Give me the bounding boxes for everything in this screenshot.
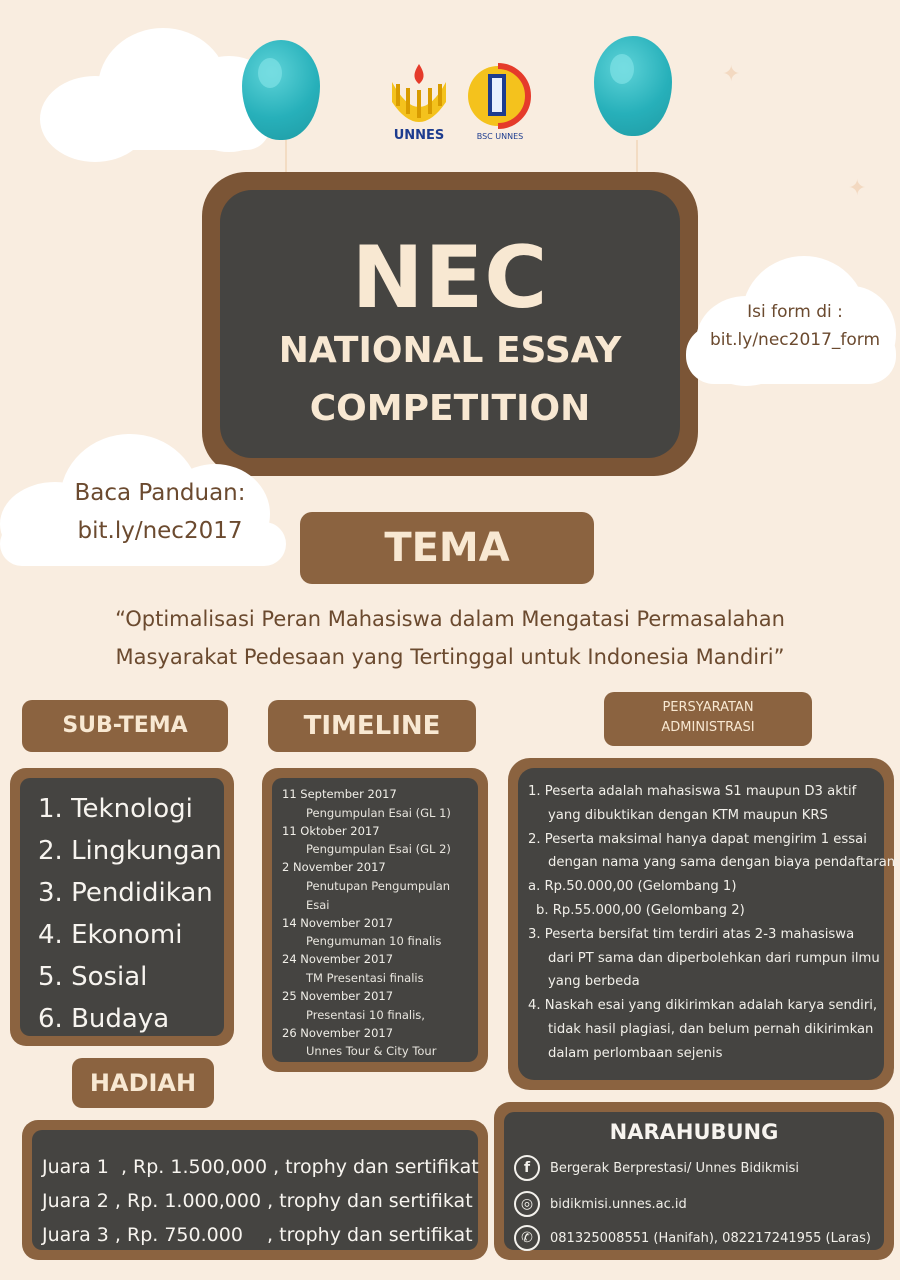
- subtema-heading: SUB-TEMA: [22, 700, 228, 752]
- requirement-line: dengan nama yang sama dengan biaya pendaftaran:: [548, 855, 900, 871]
- whatsapp-icon: ✆: [514, 1225, 540, 1251]
- balloon-right: [594, 36, 672, 136]
- requirement-line: 3. Peserta bersifat tim terdiri atas 2-3 mahasiswa: [528, 926, 855, 942]
- contact-heading: NARAHUBUNG: [609, 1120, 779, 1144]
- facebook-text: Bergerak Berprestasi/ Unnes Bidikmisi: [550, 1160, 800, 1176]
- contact-facebook[interactable]: [514, 1154, 799, 1182]
- timeline-event: Pengumuman 10 finalis: [306, 934, 442, 949]
- facebook-icon: f: [514, 1155, 540, 1181]
- requirement-line: 4. Naskah esai yang dikirimkan adalah karya sendiri,: [528, 998, 878, 1014]
- browser-icon: ◎: [514, 1191, 540, 1217]
- prize-item: Juara 1 , Rp. 1.500,000 , trophy dan sertifikat: [42, 1156, 479, 1178]
- unnes-logo: [384, 62, 454, 146]
- form-cloud-label: Isi form di :: [747, 302, 843, 322]
- prize-list: [42, 1150, 479, 1252]
- timeline-event: Presentasi 10 finalis,: [306, 1007, 425, 1022]
- requirement-line: yang dibuktikan dengan KTM maupun KRS: [548, 807, 828, 823]
- theme-heading: TEMA: [300, 512, 594, 584]
- timeline-date: 14 November 2017: [282, 915, 394, 930]
- requirement-line: dari PT sama dan diperbolehkan dari rumpun ilmu: [548, 950, 880, 966]
- list-item: 3. Pendidikan: [38, 878, 213, 908]
- subtema-panel: [10, 768, 234, 1046]
- requirements-heading: [604, 692, 812, 746]
- phone-text: 081325008551 (Hanifah), 082217241955 (Laras): [550, 1230, 871, 1246]
- contact-phone[interactable]: [514, 1224, 871, 1252]
- star-decoration: ✦: [722, 62, 741, 87]
- list-item: 1. Teknologi: [38, 794, 193, 824]
- timeline-event: Unnes Tour & City Tour: [306, 1044, 437, 1059]
- list-item: 2. Lingkungan: [38, 836, 222, 866]
- timeline-event: Pengumpulan Esai (GL 1): [306, 805, 451, 820]
- timeline-date: 2 November 2017: [282, 860, 386, 875]
- requirement-line: b. Rp.55.000,00 (Gelombang 2): [536, 902, 745, 918]
- timeline-date: 11 September 2017: [282, 787, 397, 801]
- board-surface: [220, 190, 680, 458]
- timeline-date: 24 November 2017: [282, 952, 394, 967]
- timeline-heading: TIMELINE: [268, 700, 476, 752]
- prizes-heading: HADIAH: [72, 1058, 214, 1108]
- timeline-event: Pengumpulan Esai (GL 2): [306, 842, 451, 857]
- timeline-list: [282, 786, 482, 1061]
- timeline-date: 25 November 2017: [282, 988, 394, 1003]
- bsc-unnes-logo: [458, 62, 542, 146]
- timeline-event: TM Presentasi finalis: [306, 970, 424, 985]
- list-item: 5. Sosial: [38, 962, 148, 992]
- form-link[interactable]: bit.ly/nec2017_form: [709, 330, 881, 350]
- timeline-panel: [262, 768, 488, 1072]
- prize-item: Juara 2 , Rp. 1.000,000 , trophy dan sertifikat: [42, 1190, 473, 1212]
- timeline-event: Esai: [306, 897, 330, 912]
- requirements-heading-line2: ADMINISTRASI: [661, 720, 755, 735]
- subtema-list: [38, 788, 222, 1040]
- board-title-line1: NATIONAL ESSAY: [278, 330, 622, 371]
- requirement-line: 2. Peserta maksimal hanya dapat mengirim 1 essai: [528, 831, 867, 847]
- star-decoration: ✦: [848, 176, 867, 201]
- requirements-list: [528, 780, 900, 1066]
- contact-panel: [494, 1102, 894, 1260]
- prize-item: Juara 3 , Rp. 750.000 , trophy dan sertifikat: [42, 1224, 473, 1246]
- guide-cloud-label: Baca Panduan:: [74, 480, 246, 506]
- timeline-date: 26 November 2017: [282, 1025, 394, 1040]
- bsc-label: BSC UNNES: [476, 132, 524, 141]
- requirements-panel: [508, 758, 900, 1090]
- requirements-heading-line1: PERSYARATAN: [662, 700, 754, 715]
- guide-link[interactable]: bit.ly/nec2017: [77, 518, 243, 544]
- theme-quote-line2: Masyarakat Pedesaan yang Tertinggal untuk Indonesia Mandiri”: [115, 645, 785, 669]
- board-acronym: NEC: [351, 228, 549, 328]
- unnes-label: UNNES: [393, 128, 445, 143]
- timeline-event: Penutupan Pengumpulan: [306, 878, 451, 893]
- website-text: bidikmisi.unnes.ac.id: [550, 1196, 687, 1212]
- board-title-line2: COMPETITION: [309, 388, 591, 429]
- balloon-left: [242, 40, 320, 140]
- requirement-line: tidak hasil plagiasi, dan belum pernah dikirimkan: [548, 1021, 874, 1037]
- requirement-line: dalam perlombaan sejenis: [548, 1045, 723, 1061]
- requirement-line: 1. Peserta adalah mahasiswa S1 maupun D3 aktif: [528, 784, 857, 799]
- requirement-line: a. Rp.50.000,00 (Gelombang 1): [528, 879, 737, 895]
- theme-quote-line1: “Optimalisasi Peran Mahasiswa dalam Mengatasi Permasalahan: [115, 607, 785, 631]
- list-item: 4. Ekonomi: [38, 920, 183, 950]
- contact-website[interactable]: [514, 1190, 687, 1218]
- requirement-line: yang berbeda: [548, 974, 640, 990]
- timeline-date: 11 Oktober 2017: [282, 823, 380, 838]
- list-item: 6. Budaya: [38, 1004, 170, 1034]
- prizes-panel: [22, 1120, 488, 1260]
